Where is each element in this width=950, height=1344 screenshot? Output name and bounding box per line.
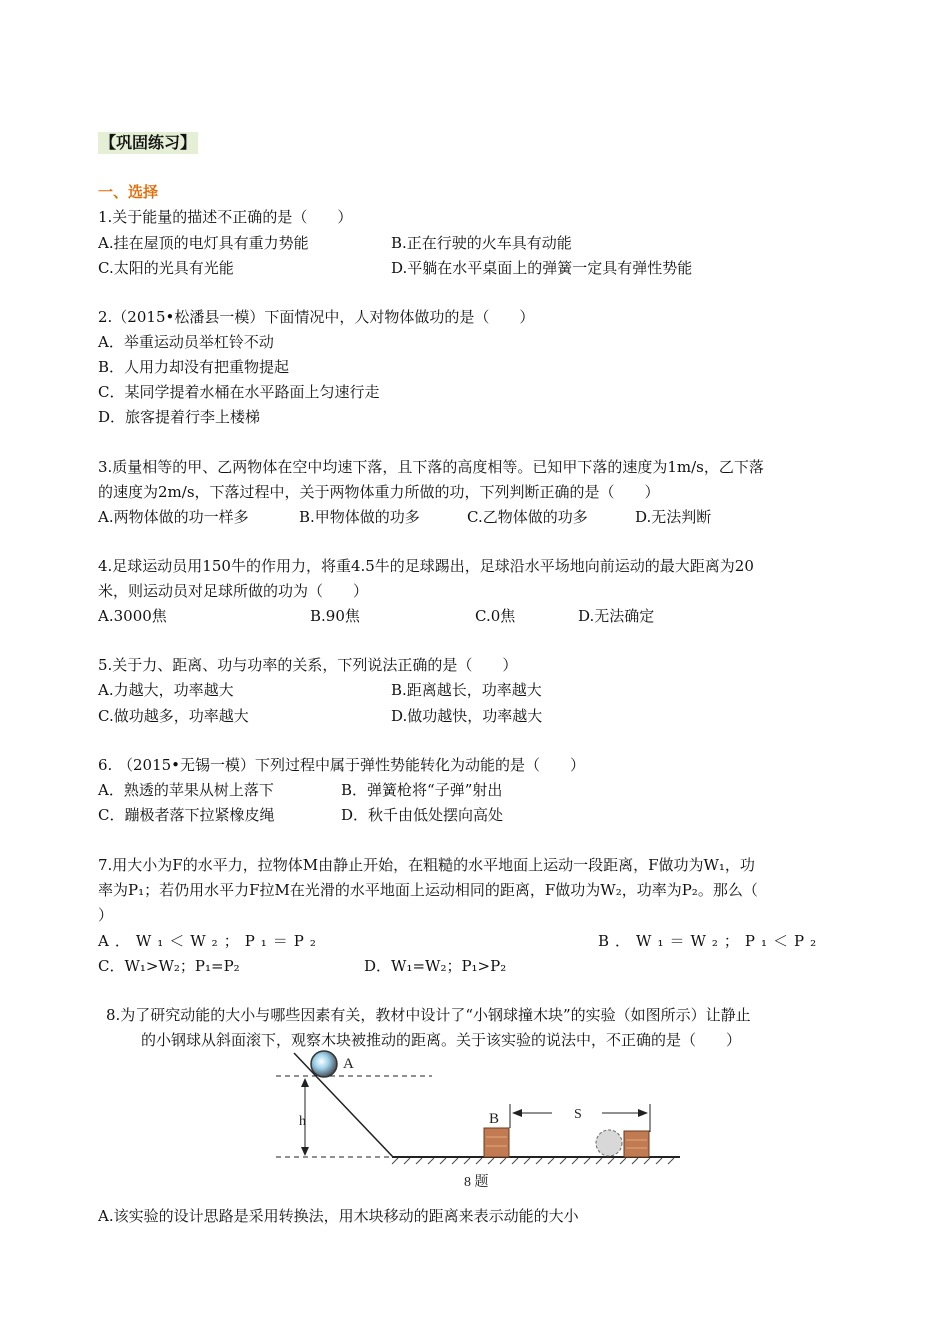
q8-stem-line1: 8.为了研究动能的大小与哪些因素有关，教材中设计了“小钢球撞木块”的实验（如图所示）让静止 xyxy=(106,1006,751,1024)
q7-option-b: B．W₁＝W₂；P₁＜P₂ xyxy=(598,932,823,950)
q4-option-b: B.90焦 xyxy=(310,607,360,625)
q4-option-a: A.3000焦 xyxy=(98,607,167,625)
q6-number: 6. xyxy=(98,756,113,774)
q2-option-c: C．某同学提着水桶在水平路面上匀速行走 xyxy=(98,383,380,401)
q6-option-a: A．熟透的苹果从树上落下 xyxy=(98,781,274,799)
q5-option-d: D.做功越快，功率越大 xyxy=(391,707,543,725)
q4-stem-line2: 米，则运动员对足球所做的功为（ ） xyxy=(98,582,369,600)
q6-option-c: C．蹦极者落下拉紧橡皮绳 xyxy=(98,806,275,824)
q1-stem: 1.关于能量的描述不正确的是（ ） xyxy=(98,208,353,226)
moved-ball xyxy=(596,1130,622,1156)
q4-option-d: D.无法确定 xyxy=(578,607,655,625)
q2-option-d: D．旅客提着行李上楼梯 xyxy=(98,408,261,426)
q3-stem-line1: 3.质量相等的甲、乙两物体在空中均速下落，且下落的高度相等。已知甲下落的速度为1m/s，乙下落 xyxy=(98,458,764,476)
q1-option-b: B.正在行驶的火车具有动能 xyxy=(391,234,572,252)
label-h: h xyxy=(299,1114,306,1129)
steel-ball-a xyxy=(311,1051,337,1077)
q7-stem-line2: 率为P₁；若仍用水平力F拉M在光滑的水平地面上运动相同的距离，F做功为W₂，功率为P₂。那么（ xyxy=(98,881,758,899)
q7-stem-line3: ） xyxy=(98,906,114,924)
q3-option-c: C.乙物体做的功多 xyxy=(467,508,588,526)
label-s: S xyxy=(574,1107,582,1122)
moved-block xyxy=(624,1131,649,1157)
q5-option-a: A.力越大，功率越大 xyxy=(98,681,234,699)
wood-block-b xyxy=(484,1128,509,1157)
q2-option-b: B．人用力却没有把重物提起 xyxy=(98,358,290,376)
q7-option-d: D．W₁=W₂；P₁>P₂ xyxy=(364,957,507,975)
q2-stem: 2.（2015•松潘县一模）下面情况中，人对物体做功的是（ ） xyxy=(98,308,535,326)
q6-option-d: D．秋千由低处摆向高处 xyxy=(341,806,504,824)
q1-option-a: A.挂在屋顶的电灯具有重力势能 xyxy=(98,234,309,252)
q5-option-b: B.距离越长，功率越大 xyxy=(391,681,542,699)
q2-option-a: A．举重运动员举杠铃不动 xyxy=(98,333,274,351)
label-a: A xyxy=(343,1056,354,1072)
q6-stem: （2015•无锡一模）下列过程中属于弹性势能转化为动能的是（ ） xyxy=(118,756,586,774)
section-header: 【巩固练习】 xyxy=(100,133,197,152)
q1-option-c: C.太阳的光具有光能 xyxy=(98,259,234,277)
q3-option-b: B.甲物体做的功多 xyxy=(299,508,420,526)
q3-option-a: A.两物体做的功一样多 xyxy=(98,508,249,526)
label-b: B xyxy=(489,1111,500,1127)
q1-option-d: D.平躺在水平桌面上的弹簧一定具有弹性势能 xyxy=(391,259,693,277)
q3-stem-line2: 的速度为2m/s，下落过程中，关于两物体重力所做的功，下列判断正确的是（ ） xyxy=(98,483,660,501)
q5-option-c: C.做功越多，功率越大 xyxy=(98,707,249,725)
q3-option-d: D.无法判断 xyxy=(635,508,712,526)
q4-stem-line1: 4.足球运动员用150牛的作用力，将重4.5牛的足球踢出，足球沿水平场地向前运动的最大距离为20 xyxy=(98,557,754,575)
q7-option-c: C．W₁>W₂；P₁=P₂ xyxy=(98,957,240,975)
q6-option-b: B．弹簧枪将“子弹”射出 xyxy=(341,781,503,799)
section-title: 一、选择 xyxy=(98,183,159,201)
q7-option-a: A．W₁＜W₂；P₁＝P₂ xyxy=(98,932,322,950)
q8-option-a: A.该实验的设计思路是采用转换法，用木块移动的距离来表示动能的大小 xyxy=(98,1207,579,1225)
q5-stem: 5.关于力、距离、功与功率的关系，下列说法正确的是（ ） xyxy=(98,656,518,674)
q7-stem-line1: 7.用大小为F的水平力，拉物体M由静止开始，在粗糙的水平地面上运动一段距离，F做功为W₁，功 xyxy=(98,856,755,874)
q8-stem-line2: 的小钢球从斜面滚下，观察木块被推动的距离。关于该实验的说法中，不正确的是（ ） xyxy=(141,1031,742,1049)
q4-option-c: C.0焦 xyxy=(475,607,516,625)
figure-caption: 8 题 xyxy=(464,1175,489,1190)
